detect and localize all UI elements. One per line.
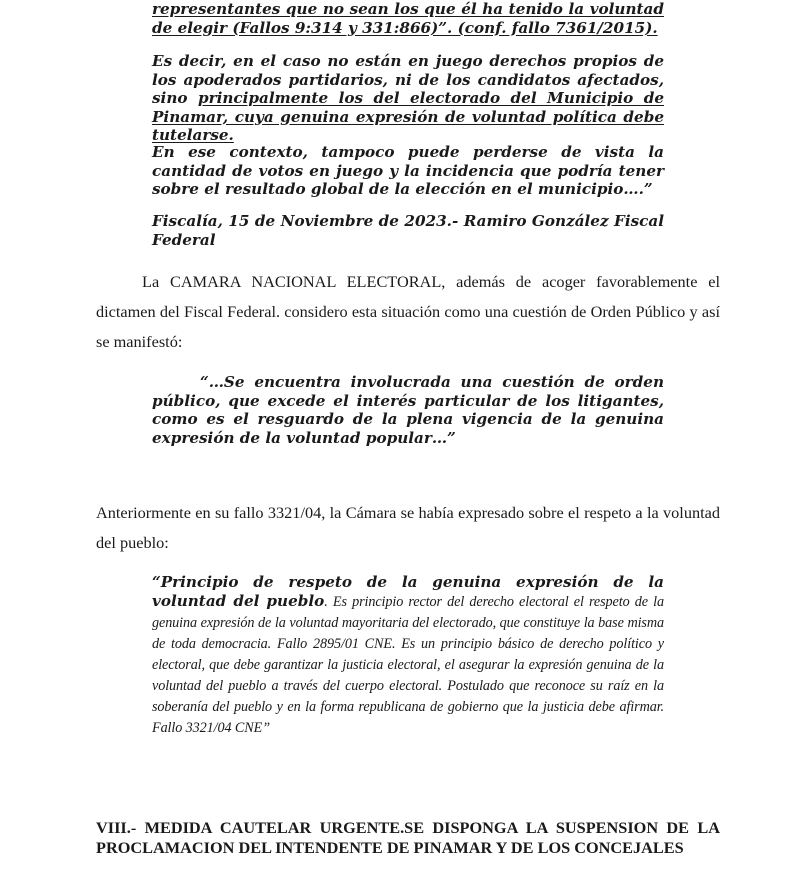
- fiscal-quote-fragment: representantes que no sean los que él ha tenido la voluntad de elegir (Fallos 9:314 y 331:866)”. (conf. fallo 7361/2015).: [152, 0, 664, 37]
- fiscal-signature: Fiscalía, 15 de Noviembre de 2023.- Ramiro González Fiscal Federal: [152, 212, 664, 249]
- camara-quote-text: “…Se encuentra involucrada una cuestión de orden público, que excede el interés particular de los litigantes, como es el resguardo de la plena vigencia de la genuina expresión de la voluntad popular…”: [152, 373, 664, 447]
- fiscal-quote-paragraph-2: [152, 52, 664, 145]
- principle-quote-heading: “Principio de respeto de la genuina expresión de la voluntad del pueblo: [152, 573, 664, 610]
- camara-quote: [152, 373, 664, 447]
- section-heading-viii: VIII.- MEDIDA CAUTELAR URGENTE.SE DISPONGA LA SUSPENSION DE LA PROCLAMACION DEL INTENDENTE DE PINAMAR Y DE LOS CONCEJALES: [96, 818, 720, 857]
- fiscal-quote-paragraph-3: En ese contexto, tampoco puede perderse de vista la cantidad de votos en juego y la incidencia que podría tener sobre el resultado global de la elección en el municipio….”: [152, 143, 664, 198]
- fiscal-quote-p2-plain: Es decir, en el caso no están en juego derechos propios de los apoderados partidarios, ni de los candidatos afectados, sino: [152, 52, 664, 107]
- fallo-paragraph: Anteriormente en su fallo 3321/04, la Cámara se había expresado sobre el respeto a la voluntad del pueblo:: [96, 503, 720, 552]
- fiscal-quote-p2-underlined: principalmente los del electorado del Municipio de Pinamar, cuya genuina expresión de voluntad política debe tutelarse.: [152, 89, 664, 144]
- camara-paragraph: La CAMARA NACIONAL ELECTORAL, además de acoger favorablemente el dictamen del Fiscal Federal. considero esta situación como una cuestión de Orden Público y así se manifestó:: [96, 272, 720, 351]
- principle-quote: [152, 573, 664, 739]
- principle-quote-text: . Es principio rector del derecho electoral el respeto de la genuina expresión de la voluntad mayoritaria del electorado, que constituye la base misma de toda democracia. Fallo 2895/01 CNE. Es un principio básico de derecho político y electoral, que debe garantizar la justicia electoral, el asegurar la expresión genuina de la voluntad del pueblo a través del cuerpo electoral. Postulado que reconoce su raíz en la soberanía del pueblo y en la forma republicana de gobierno que la justicia debe afirmar. Fallo 3321/04 CNE”: [152, 594, 664, 736]
